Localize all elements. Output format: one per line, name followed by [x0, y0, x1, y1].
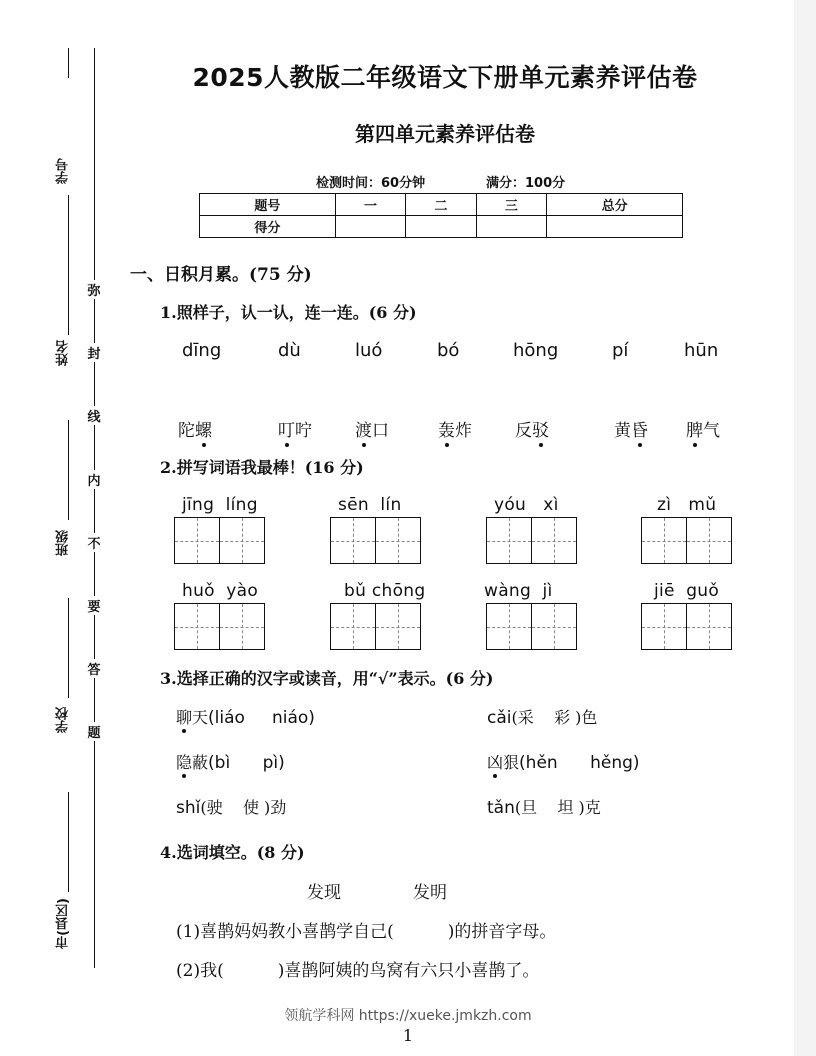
score-table-header: 一 — [335, 194, 405, 216]
score-cell[interactable] — [335, 216, 405, 238]
q1-char-dotted: 渡 — [355, 421, 372, 441]
q1-pinyin: hūn — [684, 340, 719, 361]
q2-writing-grid[interactable] — [486, 603, 577, 650]
margin-field-class: 班级 — [56, 530, 71, 556]
exam-subtitle: 第四单元素养评估卷 — [355, 122, 535, 146]
q1-pinyin: hōng — [513, 340, 559, 361]
q3-options: (liáo niáo) — [208, 708, 315, 728]
question-text: 选词填空。(8 分) — [176, 843, 305, 862]
q3-word-dotted: 聊 — [176, 708, 193, 727]
score-table-score-row — [200, 216, 683, 238]
q4-sentence[interactable]: (2)我( )喜鹊阿姨的鸟窝有六只小喜鹊了。 — [176, 961, 540, 981]
q3-item[interactable] — [487, 705, 597, 728]
q2-writing-grid[interactable] — [641, 517, 732, 564]
q2-writing-grid[interactable] — [174, 603, 265, 650]
margin-field-city: 市(县区) — [56, 898, 71, 949]
q1-char-dotted: 驳 — [532, 421, 549, 441]
exam-time: 检测时间：60分钟 — [316, 176, 426, 191]
q3-item[interactable] — [176, 795, 286, 818]
seal-char: 不 — [86, 533, 102, 552]
q1-char: 口 — [372, 421, 389, 441]
margin-line-outer — [68, 598, 69, 698]
q1-pinyin: bó — [437, 340, 460, 361]
q2-writing-grid[interactable] — [641, 603, 732, 650]
q2-pinyin: jiē guǒ — [654, 581, 720, 601]
margin-line-outer — [68, 420, 69, 520]
q4-sentence[interactable]: (1)喜鹊妈妈教小喜鹊学自己( )的拼音字母。 — [176, 922, 557, 942]
q2-pinyin: huǒ yào — [182, 581, 259, 601]
q4-choice: 发现 — [307, 883, 341, 903]
q3-options: (采 彩 )色 — [511, 708, 598, 727]
q1-word — [278, 416, 312, 441]
score-table-header: 总分 — [547, 194, 683, 216]
seal-char: 线 — [86, 406, 102, 425]
margin-line-outer — [68, 792, 69, 892]
exam-title: 2025人教版二年级语文下册单元素养评估卷 — [192, 63, 698, 92]
q2-writing-grid[interactable] — [486, 517, 577, 564]
q3-options: (驶 使 )劲 — [200, 798, 287, 817]
q3-pinyin: cǎi — [487, 708, 512, 728]
question-number: 4. — [160, 843, 177, 862]
q3-item[interactable] — [487, 750, 640, 773]
exam-full-score: 满分：100分 — [486, 176, 566, 191]
q1-char-dotted: 螺 — [195, 421, 212, 441]
question-1-heading — [160, 300, 417, 323]
q1-pinyin: pí — [612, 340, 629, 361]
q3-word-dotted: 凶 — [487, 753, 504, 772]
question-number: 3. — [160, 669, 177, 688]
score-cell[interactable] — [406, 216, 476, 238]
page-edge-shadow — [794, 0, 816, 1056]
margin-field-name: 姓名 — [56, 340, 71, 366]
q3-word: 蔽 — [192, 753, 209, 772]
q2-writing-grid[interactable] — [330, 603, 421, 650]
seal-char: 封 — [86, 343, 102, 362]
q2-pinyin: bǔ chōng — [344, 581, 426, 601]
score-table-header: 二 — [406, 194, 476, 216]
q1-char: 咛 — [295, 421, 312, 441]
seal-char: 内 — [86, 470, 102, 489]
q3-options: (旦 坦 )克 — [514, 798, 601, 817]
section-heading: 一、日积月累。(75 分) — [130, 265, 312, 285]
q1-pinyin: dù — [278, 340, 301, 361]
q2-pinyin: zì mǔ — [657, 495, 717, 515]
q3-item[interactable] — [176, 750, 285, 773]
score-row-label: 得分 — [200, 216, 336, 238]
score-table — [199, 193, 683, 238]
q3-word: 天 — [192, 708, 209, 727]
q1-word — [438, 416, 472, 441]
score-cell[interactable] — [476, 216, 546, 238]
q1-word — [614, 416, 648, 441]
seal-char: 答 — [86, 659, 102, 678]
q1-char-dotted: 昏 — [631, 421, 648, 441]
margin-field-student-id: 学号 — [56, 158, 71, 184]
question-text: 照样子，认一认，连一连。(6 分) — [176, 303, 417, 322]
question-2-heading — [160, 455, 364, 478]
question-text: 拼写词语我最棒！(16 分) — [176, 458, 364, 477]
q3-pinyin: tǎn — [487, 798, 515, 818]
q3-item[interactable] — [176, 705, 315, 728]
q2-writing-grid[interactable] — [174, 517, 265, 564]
q2-pinyin: sēn lín — [338, 495, 402, 515]
score-cell[interactable] — [547, 216, 683, 238]
q3-item[interactable] — [487, 795, 601, 818]
seal-char: 要 — [86, 596, 102, 615]
q1-word — [686, 416, 720, 441]
q3-options: (bì pì) — [208, 753, 285, 773]
q1-pinyin: dīng — [182, 340, 222, 361]
q1-char: 反 — [515, 421, 532, 441]
q3-pinyin: shǐ — [176, 798, 201, 818]
seal-char: 弥 — [86, 280, 102, 299]
q3-word-dotted: 隐 — [176, 753, 193, 772]
margin-field-school: 学校 — [56, 707, 71, 733]
q3-word: 狠 — [503, 753, 520, 772]
footer-watermark: 领航学科网 https://xueke.jmkzh.com — [284, 1008, 532, 1024]
q2-pinyin: wàng jì — [484, 581, 553, 601]
question-number: 1. — [160, 303, 177, 322]
q1-char: 陀 — [178, 421, 195, 441]
margin-line-outer — [68, 195, 69, 335]
question-text: 选择正确的汉字或读音，用“√”表示。(6 分) — [176, 669, 494, 688]
q1-word — [355, 416, 389, 441]
margin-line-inner — [94, 48, 95, 968]
q1-char-dotted: 轰 — [438, 421, 455, 441]
q1-char: 黄 — [614, 421, 631, 441]
q1-char: 炸 — [455, 421, 472, 441]
q1-char-dotted: 叮 — [278, 421, 295, 441]
q2-pinyin: yóu xì — [494, 495, 559, 515]
score-table-header-row — [200, 194, 683, 216]
q3-options: (hěn hěng) — [519, 753, 640, 773]
q1-char-dotted: 脾 — [686, 421, 703, 441]
q1-word — [178, 416, 212, 441]
q4-choice: 发明 — [413, 883, 447, 903]
score-table-header: 题号 — [200, 194, 336, 216]
q1-char: 气 — [703, 421, 720, 441]
q1-pinyin: luó — [355, 340, 383, 361]
score-table-header: 三 — [476, 194, 546, 216]
seal-char: 题 — [86, 722, 102, 741]
question-3-heading — [160, 666, 493, 689]
q1-word — [515, 416, 549, 441]
q2-pinyin: jīng líng — [182, 495, 258, 515]
question-4-heading — [160, 840, 305, 863]
page-number: 1 — [402, 1026, 414, 1045]
q2-writing-grid[interactable] — [330, 517, 421, 564]
question-number: 2. — [160, 458, 177, 477]
